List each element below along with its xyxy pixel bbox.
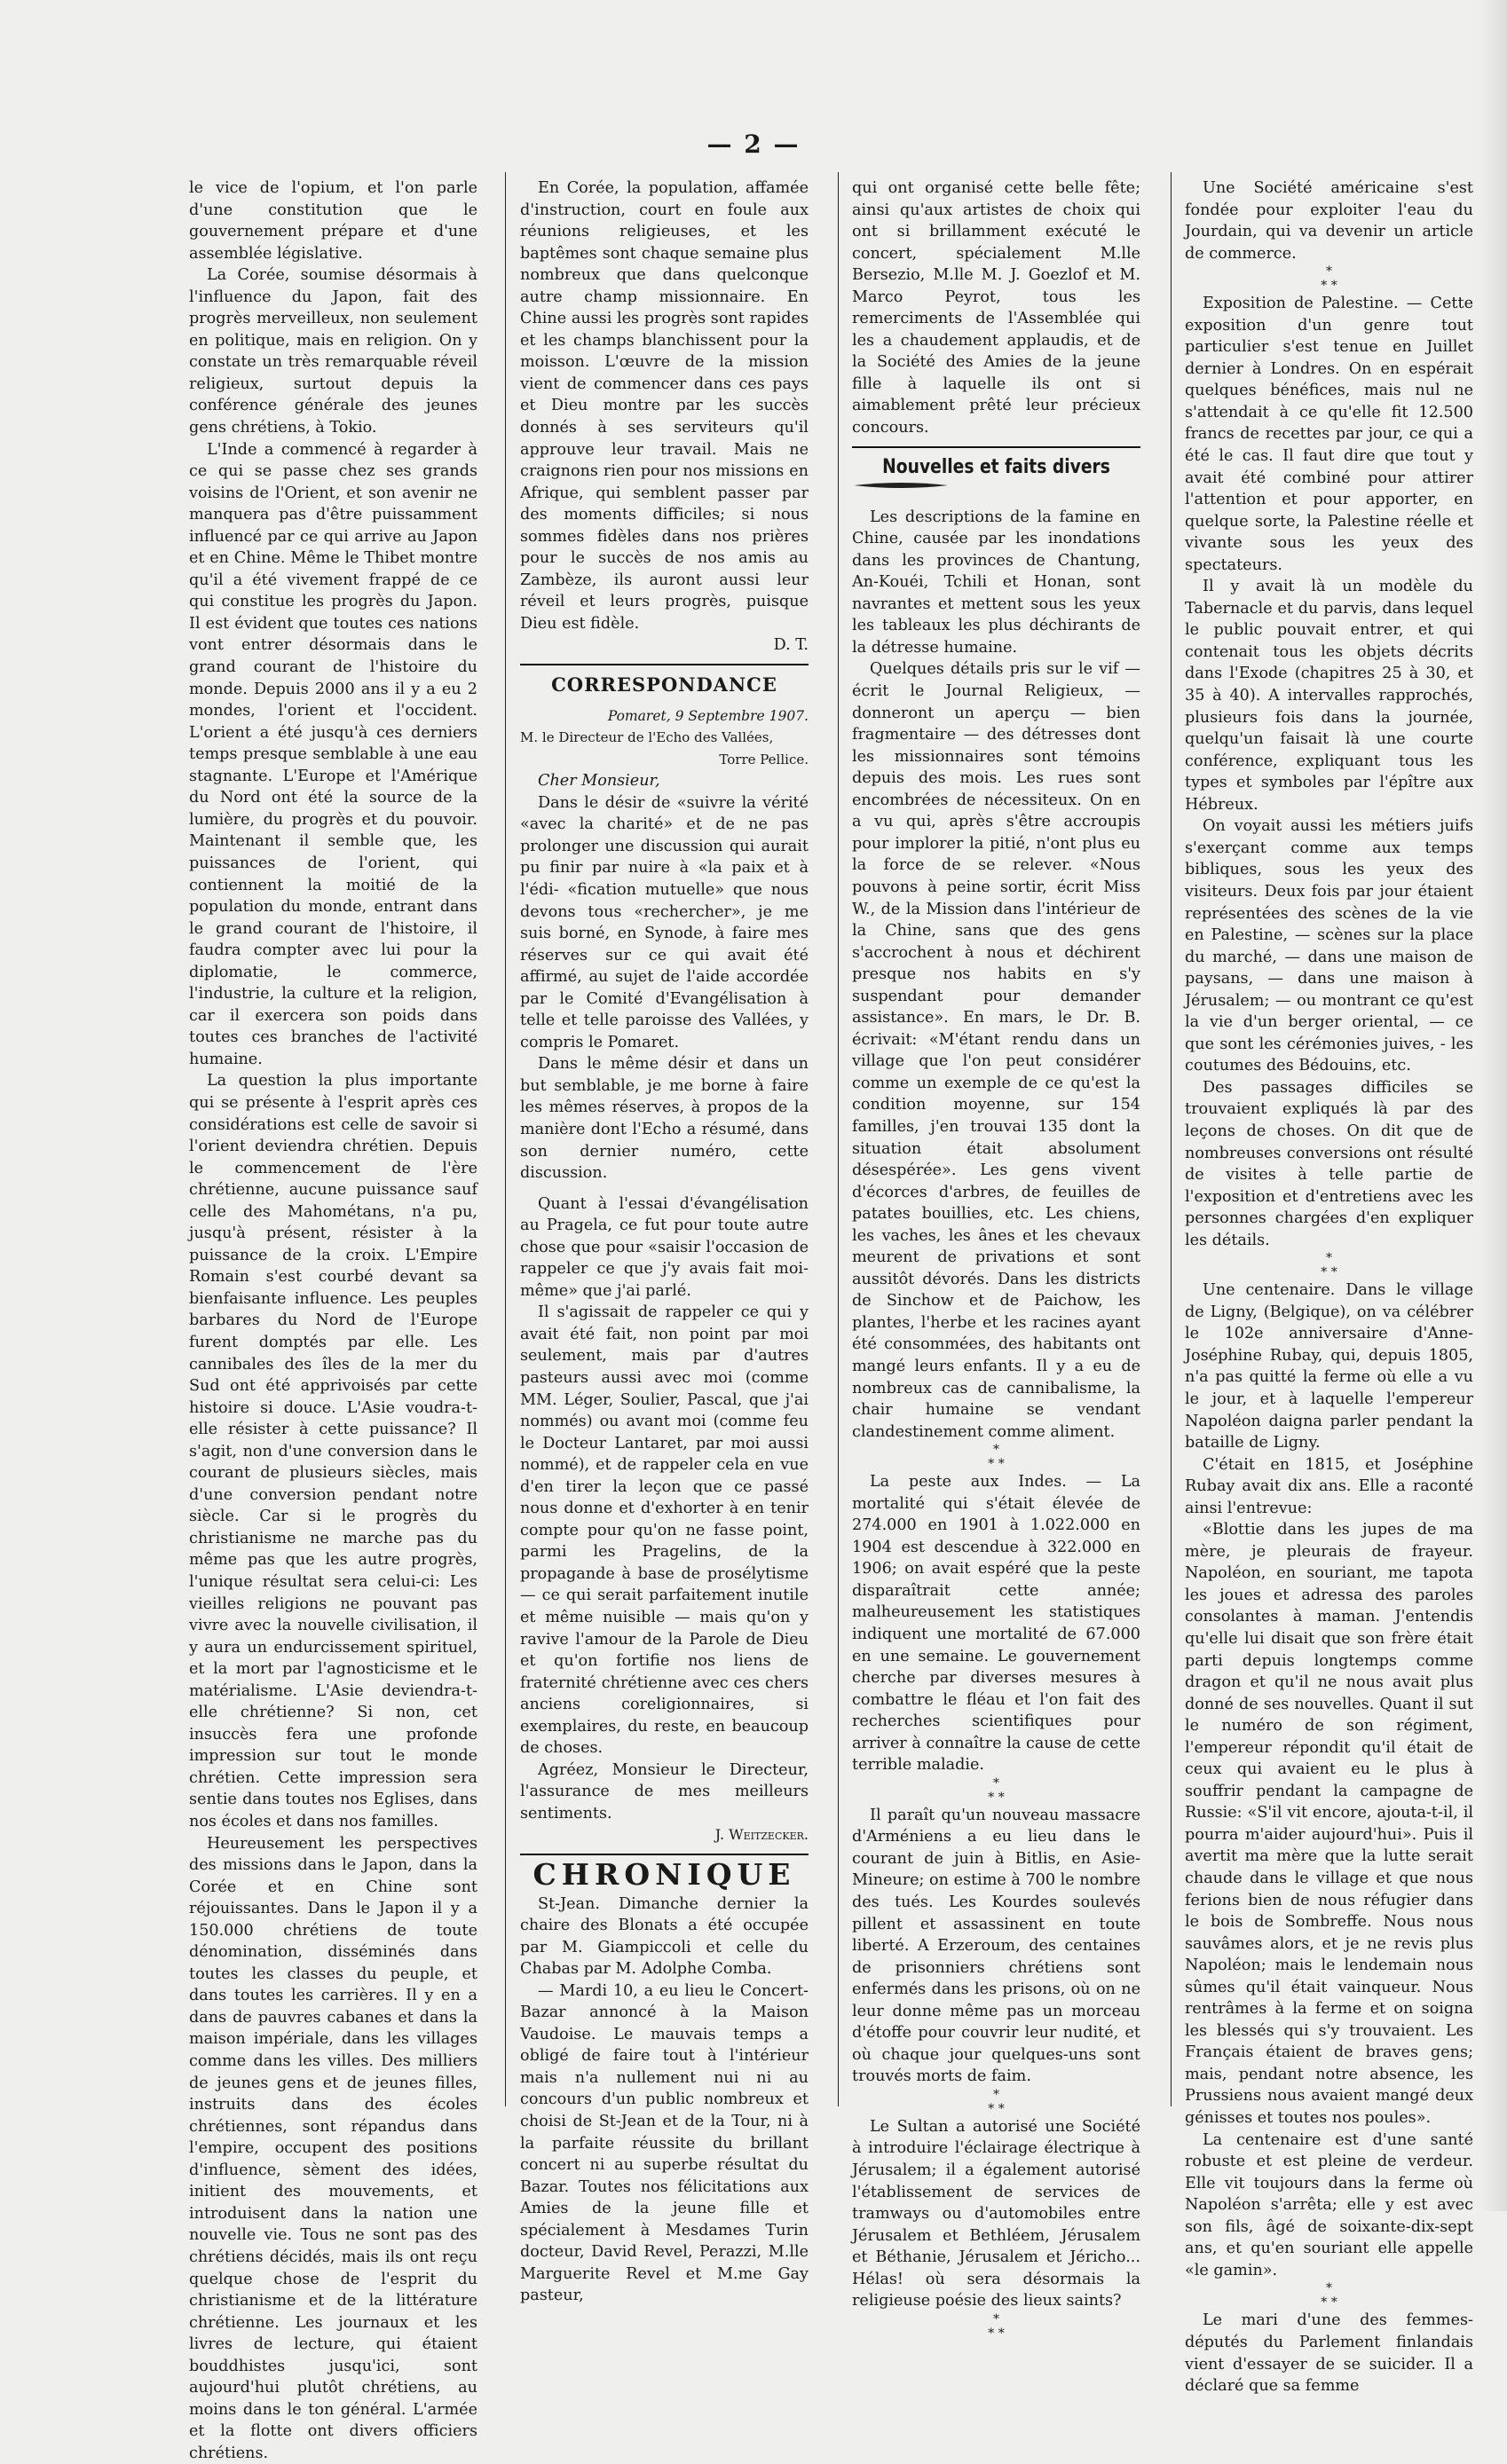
paragraph: — Mardi 10, a eu lieu le Concert-Bazar annoncé à la Maison Vaudoise. Le mauvais temps a obligé de faire tout à l'intérieur mais n'a nullement nui ni au concours d'un public nombreux et choisi de St-Jean et de la Tour, ni à la parfaite réussite du brillant concert ni au superbe résultat du Bazar. Toutes nos félicitations aux Amies de la jeune fille et spécialement à Mesdames Turin docteur, David Revel, Perazzi, M.lle Marguerite Revel et M.me Gay pasteur,: [520, 1981, 809, 2305]
signature: D. T.: [773, 636, 809, 655]
signature: J. Weitzecker.: [714, 1826, 809, 1844]
paragraph: En Corée, la population, affamée d'instruction, court en foule aux réunions religieuses, et les baptêmes sont chaque semaine plus nombreux que dans quelconque autre champ missionnaire. En Chine aussi les progrès sont rapides et les champs blanchissent pour la moisson. L'œuvre de la mission vient de commencer dans ces pays et Dieu montre par les succès donnés à ses serviteurs qu'il approuve leur travail. Mais ne craignons rien pour nos missions en Afrique, qui semblent passer par des moments difficiles; si nous sommes fidèles dans nos prières pour le succès de nos amis au Zambèze, ils auront aussi leur réveil et leurs progrès, puisque Dieu est fidèle.: [520, 179, 809, 633]
paragraph: Le mari d'une des femmes-députés du Parlement finlandais vient d'essayer de se suicider. Il a déclaré que sa femme: [1185, 2311, 1473, 2396]
paragraph: St-Jean. Dimanche dernier la chaire des Blonats a été occupée par M. Giampiccoli et celle du Chabas par M. Adolphe Comba.: [520, 1894, 809, 1979]
asterism: * * *: [1321, 1251, 1337, 1280]
paragraph: C'était en 1815, et Joséphine Rubay avait dix ans. Elle a raconté ainsi l'entrevue:: [1185, 1455, 1473, 1517]
section-heading-nouvelles: Nouvelles et faits divers: [882, 455, 1110, 478]
paragraph: La peste aux Indes. — La mortalité qui s'était élevée de 274.000 en 1901 à 1.022.000 en 1904 est descendue à 322.000 en 1906; on avait espéré que la peste disparaîtrait cette année; malheureusement les statistiques indiquent une mortalité de 67.000 en une semaine. Le gouvernement cherche par diverses mesures à combattre le fléau et l'on fait des recherches scientifiques pour arriver à connaître la cause de cette terrible maladie.: [852, 1473, 1140, 1775]
paragraph: Agréez, Monsieur le Directeur, l'assurance de mes meilleurs sentiments.: [520, 1760, 809, 1822]
address: Torre Pellice.: [719, 751, 809, 768]
section-heading-chronique: CHRONIQUE: [533, 1857, 796, 1893]
column-1: [189, 177, 477, 2464]
asterism: * * *: [1321, 2281, 1337, 2310]
paragraph: Une centenaire. Dans le village de Ligny, (Belgique), on va célébrer le 102e anniversaire d'Anne-Joséphine Rubay, qui, depuis 1805, n'a pas quitté la ferme où elle a vu le jour, et à laquelle l'empereur Napoléon daigna parler pendant la bataille de Ligny.: [1185, 1281, 1473, 1452]
paper-edge: [1480, 0, 1507, 2211]
paragraph: «Blottie dans les jupes de ma mère, je pleurais de frayeur. Napoléon, en souriant, me tapota les joues et adressa des paroles consolantes à maman. J'entendis qu'elle lui disait que son frère était parti depuis longtemps comme dragon et qu'il ne nous avait plus donné de ses nouvelles. Quant il sut le numéro de son régiment, l'empereur répondit qu'il était de ceux qui avaient eu le plus à souffrir pendant la campagne de Russie: «S'il vit encore, ajouta-t-il, il pourra m'aider aujourd'hui». Puis il avertit ma mère que la lutte serait chaude dans le village et que nous ferions bien de nous réfugier dans le bois de Sombreffe. Nous nous sauvâmes alors, et je ne revis plus Napoléon; mais le lendemain nous sûmes qu'il était vainqueur. Nous rentrâmes à la ferme et on soigna les blessés qui s'y trouvaient. Les Français étaient de braves gens; mais, pendant notre absence, les Prussiens nous avaient mangé deux génisses et toutes nos poules».: [1185, 1521, 1473, 2128]
paragraph: Il paraît qu'un nouveau massacre d'Arméniens a eu lieu dans le courant de juin à Bitlis, en Asie-Mineure; on estime à 700 le nombre des tués. Les Kourdes soulevés pillent et assassinent en toute liberté. A Erzeroum, des centaines de prisonniers chrétiens sont enfermés dans les prisons, où on ne leur donne même pas un morceau d'étoffe pour couvrir leur nudité, et où chaque jour quelques-uns sont trouvés morts de faim.: [852, 1806, 1140, 2086]
paragraph: Exposition de Palestine. — Cette exposition d'un genre tout particulier s'est tenue en Juillet dernier à Londres. On en espérait quelques bénéfices, mais nul ne s'attendait à ce qu'elle fit 12.500 francs de recettes par jour, ce qui a été le cas. Il faut dire que tout y avait été combiné pour attirer l'attention et pour apporter, en quelque sorte, la Palestine réelle et vivante sous les yeux des spectateurs.: [1185, 295, 1473, 574]
column-rule: [838, 172, 839, 2106]
page-number: — 2 —: [706, 130, 801, 159]
asterism: * * *: [988, 2311, 1005, 2341]
column-4: [1185, 177, 1473, 2397]
paragraph: Dans le même désir et dans un but semblable, je me borne à faire les mêmes réserves, à propos de la manière dont l'Echo a résumé, dans son dernier numéro, cette discussion.: [520, 1055, 809, 1183]
paragraph: L'Inde a commencé à regarder à ce qui se passe chez ses grands voisins de l'Orient, et son avenir ne manquera pas d'être puissamment influencé par ce qui arrive au Japon et en Chine. Même le Thibet montre qu'il a été vivement frappé de ce qui constitue les progrès du Japon. Il est évident que toutes ces nations vont entrer désormais dans le grand courant de l'histoire du monde. Depuis 2000 ans il y a eu 2 mondes, l'orient et l'occident. L'orient a été jusqu'à ces derniers temps presque semblable à une eau stagnante. L'Europe et l'Amérique du Nord ont été la source de la lumière, du progrès et du pouvoir. Maintenant il semble que, les puissances de l'orient, qui contiennent la moitié de la population du monde, entrant dans le grand courant de l'histoire, il faudra compter avec lui pour la diplomatie, le commerce, l'industrie, la culture et la religion, car il exercera son poids dans toutes ces branches de l'activité humaine.: [189, 440, 477, 1068]
column-rule: [505, 172, 506, 2106]
column-2: [520, 177, 809, 2307]
asterism: * * *: [988, 2087, 1005, 2116]
address: M. le Directeur de l'Echo des Vallées,: [520, 729, 774, 746]
paragraph: Quelques détails pris sur le vif — écrit le Journal Religieux, — donneront un aperçu — bien fragmentaire — des détresses dont les missionnaires sont témoins depuis des mois. Les rues sont encombrées de nécessiteux. On en a vu qui, après s'être accroupis pour implorer la pitié, n'ont plus eu la force de se relever. «Nous pouvons à peine sortir, écrit Miss W., de la Mission dans l'intérieur de la Chine, sans que des gens s'accrochent à nous et déchirent presque nos habits en s'y suspendant pour demander assistance». En mars, le Dr. B. écrivait: «M'étant rendu dans un village que l'on peut considérer comme un exemple de ce qu'est la condition moyenne, sur 154 familles, j'en trouvai 135 dont la situation était absolument désespérée». Les gens vivent d'écorces d'arbres, de feuilles de patates bouillies, etc. Les chiens, les vaches, les ânes et les chevaux meurent de privations et sont aussitôt dévorés. Dans les districts de Sinchow et de Paichow, les plantes, l'herbe et les racines ayant été consommées, des habitants ont mangé leurs enfants. Il y a eu de nombreux cas de cannibalisme, la chair humaine se vendant clandestinement comme aliment.: [852, 660, 1140, 1441]
paragraph: La centenaire est d'une santé robuste et est pleine de verdeur. Elle vit toujours dans la ferme où Napoléon s'arrêta; elle y est avec son fils, âgé de soixante-dix-sept ans, et qu'en souriant elle appelle «le gamin».: [1185, 2130, 1473, 2279]
paragraph: Des passages difficiles se trouvaient expliqués là par des leçons de choses. On dit que de nombreuses conversions ont résulté de visites à telle partie de l'exposition et d'entretiens avec les personnes chargées d'en expliquer les détails.: [1185, 1078, 1473, 1249]
flourish-ornament: [852, 482, 950, 489]
dateline: Pomaret, 9 Septembre 1907.: [607, 707, 809, 724]
salutation: Cher Monsieur,: [538, 772, 660, 791]
paragraph: Il y avait là un modèle du Tabernacle et du parvis, dans lequel le public pouvait entrer, et qui contenait tous les objets décrits dans l'Exode (chapitres 25 à 30, et 35 à 40). A intervalles rapprochés, plusieurs fois dans la journée, quelqu'un faisait là une courte conférence, expliquant tous les types et symboles par l'épître aux Hébreux.: [1185, 578, 1473, 814]
asterism: * * *: [988, 1443, 1005, 1472]
paragraph: Dans le désir de «suivre la vérité «avec la charité» et de ne pas prolonger une discussion qui aurait pu finir par nuire à «la paix et à l'édi- «fication mutuelle» que nous devons tous «rechercher», je me suis borné, en Synode, à faire mes réserves sur ce qui avait été affirmé, au sujet de l'aide accordée par le Comité d'Evangélisation à telle et telle paroisse des Vallées, y compris le Pomaret.: [520, 793, 809, 1051]
asterism: * * *: [1321, 264, 1337, 294]
section-rule: [520, 1854, 809, 1855]
paragraph: Une Société américaine s'est fondée pour exploiter l'eau du Jourdain, qui va devenir un article de commerce.: [1185, 179, 1473, 263]
paragraph: Les descriptions de la famine en Chine, causée par les inondations dans les provinces de Chantung, An-Kouéi, Tchili et Honan, sont navrantes et mettent sous les yeux les tableaux les plus déchirants de la détresse humaine.: [852, 508, 1140, 657]
paragraph: le vice de l'opium, et l'on parle d'une constitution que le gouvernement prépare et d'une assemblée législative.: [189, 179, 477, 263]
paragraph: La question la plus importante qui se présente à l'esprit après ces considérations est celle de savoir si l'orient deviendra chrétien. Depuis le commencement de l'ère chrétienne, aucune puissance sauf celle des Mahométans, n'a pu, jusqu'à présent, résister à la puissance de la croix. L'Empire Romain s'est courbé devant sa bienfaisante influence. Les peuples barbares du Nord de l'Europe furent domptés par elle. Les cannibales des îles de la mer du Sud ont été apprivoisés par cette histoire si douce. L'Asie voudra-t-elle résister à cette puissance? Il s'agit, non d'une conversion dans le courant de plusieurs siècles, mais d'une conversion pendant notre siècle. Car si le progrès du christianisme ne marche pas du même pas que les autre progrès, l'unique résultat sera celui-ci: Les vieilles religions ne pouvant pas vivre avec la nouvelle civilisation, il y aura un endurcissement spirituel, et la mort par l'agnosticisme et le matérialisme. L'Asie deviendra-t-elle chrétienne? Si non, cet insuccès fera une profonde impression sur tout le monde chrétien. Cette impression sera sentie dans toutes nos Eglises, dans nos écoles et dans nos familles.: [189, 1072, 477, 1831]
asterism: * * *: [988, 1775, 1005, 1805]
paragraph: Il s'agissait de rappeler ce qui y avait été fait, non point par moi seulement, mais par d'autres pasteurs aussi avec moi (comme MM. Léger, Soulier, Pascal, que j'ai nommés) ou avant moi (comme feu le Docteur Lantaret, par moi aussi nommé), et de rappeler cela en vue d'en tirer la leçon que ce passé nous donne et d'exhorter à en tenir compte pour qu'on ne fasse point, parmi les Pragelins, de la propagande à base de prosélytisme — ce qui serait parfaitement inutile et même nuisible — mais qu'on y ravive l'amour de la Parole de Dieu et qu'on fortifie nos liens de fraternité chrétienne avec ces chers anciens coreligionnaires, si exemplaires, du reste, en beaucoup de choses.: [520, 1303, 809, 1758]
section-heading-correspondance: CORRESPONDANCE: [551, 673, 777, 697]
section-rule: [852, 446, 1140, 448]
column-rule: [1171, 172, 1172, 2106]
paragraph: qui ont organisé cette belle fête; ainsi qu'aux artistes de choix qui ont si brillamment exécuté le concert, spécialement M.lle Bersezio, M.lle M. J. Goezlof et M. Marco Peyrot, tous les remerciments de l'Assemblée qui les a chaudement applaudis, et de la Société des Amies de la jeune fille à laquelle ils ont si aimablement prêté leur précieux concours.: [852, 179, 1140, 437]
paragraph: Heureusement les perspectives des missions dans le Japon, dans la Corée et en Chine sont réjouissantes. Dans le Japon il y a 150.000 chrétiens de toute dénomination, disséminés dans toutes les classes du peuple, et dans toutes les carrières. Il y en a dans de pauvres cabanes et dans la maison impériale, dans les villages comme dans les villes. Des milliers de jeunes gens et de jeunes filles, instruits dans des écoles chrétiennes, sont répandus dans l'empire, occupent des positions d'influence, sèment des idées, initient des mouvements, et introduisent dans la nation une nouvelle vie. Tous ne sont pas des chrétiens décidés, mais ils ont reçu quelque chose de l'esprit du christianisme et de la littérature chrétienne. Les journaux et les livres de lecture, qui étaient bouddhistes jusqu'ici, sont aujourd'hui plutôt chrétiens, au moins dans le ton général. L'armée et la flotte ont divers officiers chrétiens.: [189, 1834, 477, 2462]
column-3: [852, 177, 1140, 2341]
section-rule: [520, 664, 809, 665]
paragraph: Quant à l'essai d'évangélisation au Pragela, ce fut pour toute autre chose que pour «saisir l'occasion de rappeler ce que j'y avais fait moi-même» que j'ai parlé.: [520, 1194, 809, 1300]
paragraph: Le Sultan a autorisé une Société à introduire l'éclairage électrique à Jérusalem; il a également autorisé l'établissement de services de tramways ou d'automobiles entre Jérusalem et Bethléem, Jérusalem et Béthanie, Jérusalem et Jéricho... Hélas! où sera désormais la religieuse poésie des lieux saints?: [852, 2117, 1140, 2310]
paragraph: La Corée, soumise désormais à l'influence du Japon, fait des progrès merveilleux, non seulement en politique, mais en religion. On y constate un très remarquable réveil religieux, surtout depuis la conférence générale des jeunes gens chrétiens, à Tokio.: [189, 266, 477, 437]
paragraph: On voyait aussi les métiers juifs s'exerçant comme aux temps bibliques, sous les yeux des visiteurs. Deux fois par jour étaient représentées des scènes de la vie en Palestine, — scènes sur la place du marché, — dans une maison de paysans, — dans une maison à Jérusalem; — ou montrant ce qu'est la vie d'un berger oriental, — ce que sont les cérémonies juives, - les coutumes des Bédouins, etc.: [1185, 817, 1473, 1075]
